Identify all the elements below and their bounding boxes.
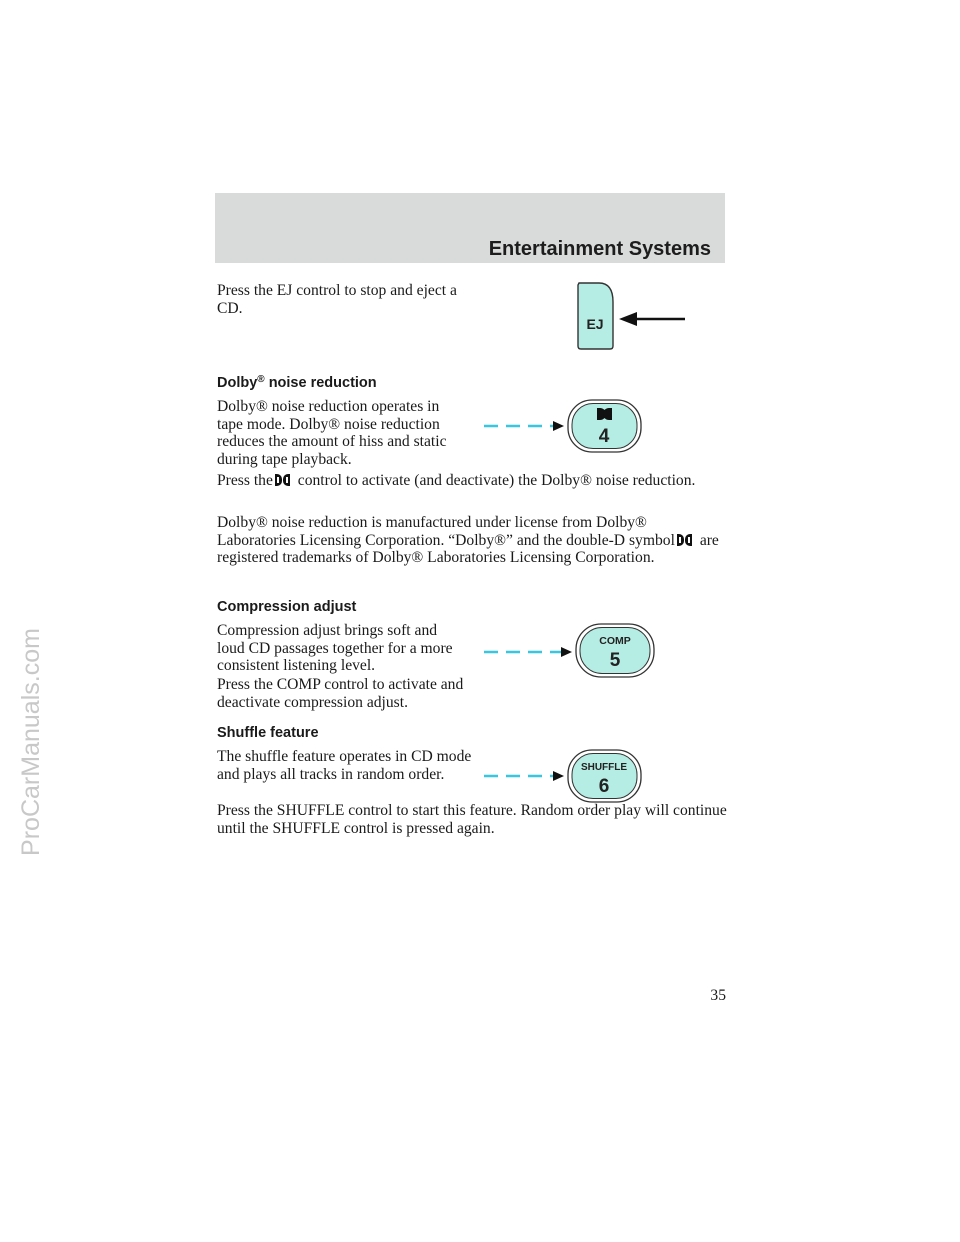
shuffle-button-number: 6 (598, 776, 610, 797)
shuffle-button-illustration (482, 748, 647, 806)
eject-button-label: EJ (586, 316, 604, 332)
dolby-heading: Dolby® noise reduction (217, 374, 377, 391)
comp-button-number: 5 (609, 650, 621, 671)
dolby-paragraph-1: Dolby® noise reduction operates in tape mode. Dolby® noise reduction reduces the amount of hiss and static during tape playback. (217, 398, 447, 468)
compression-paragraph-1: Compression adjust brings soft and loud CD passages together for a more consistent listening level. (217, 622, 453, 674)
dolby-button-number: 4 (598, 426, 610, 447)
watermark: ProCarManuals.com (17, 628, 45, 856)
dolby-button-illustration (482, 398, 647, 456)
shuffle-heading: Shuffle feature (217, 725, 319, 741)
comp-button-illustration (482, 622, 657, 680)
compression-heading: Compression adjust (217, 599, 357, 615)
section-header (215, 193, 725, 263)
eject-button-illustration (575, 282, 690, 352)
page-number: 35 (710, 987, 726, 1004)
comp-button-label: COMP (599, 635, 631, 647)
shuffle-paragraph-2: Press the SHUFFLE control to start this feature. Random order play will continue until the SHUFFLE control is pressed again. (217, 802, 727, 837)
eject-paragraph: Press the EJ control to stop and eject a CD. (217, 282, 457, 317)
dolby-paragraph-2: Press the control to activate (and deactivate) the Dolby® noise reduction. (217, 472, 696, 489)
double-d-icon (275, 474, 290, 486)
dolby-paragraph-3: Dolby® noise reduction is manufactured under license from Dolby® Laboratories Licensing Corporation. “Dolby®” and the double-D symbol are registered trademarks of Dolby® Laboratories Licensing Corporation. (217, 514, 719, 566)
shuffle-paragraph-1: The shuffle feature operates in CD mode and plays all tracks in random order. (217, 748, 472, 783)
section-title: Entertainment Systems (488, 238, 711, 260)
shuffle-button-label: SHUFFLE (580, 762, 628, 773)
compression-paragraph-2: Press the COMP control to activate and deactivate compression adjust. (217, 676, 464, 711)
double-d-icon (677, 534, 692, 546)
